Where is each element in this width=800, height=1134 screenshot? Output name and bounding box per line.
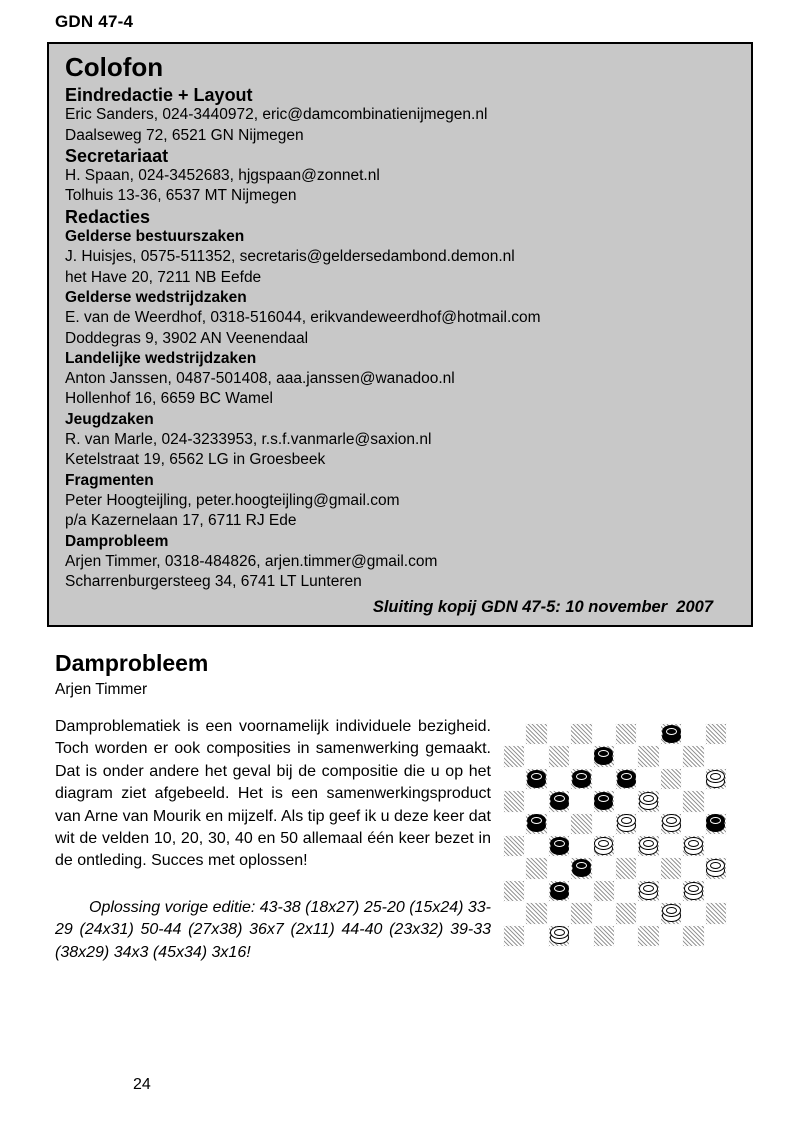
board-square (682, 902, 704, 924)
white-man-piece (706, 859, 725, 878)
board-square (660, 880, 682, 902)
article-body-paragraph: Damproblematiek is een voornamelijk individuele bezigheid. Toch worden er ook composities in samenwerking gemaakt. Dat is onder andere het geval bij de compositie die u op het diagram ziet afgebeeld. Het is een samenwerkingsproduct van Arne van Mourik en mijzelf. Als tip geef ik u deze keer dat wit de velden 10, 20, 30, 40 en 50 allemaal één keer bezet in de ontleding. Succes met oplossen! (55, 718, 491, 870)
board-square (682, 723, 704, 745)
board-square (525, 902, 547, 924)
colofon-line: het Have 20, 7211 NB Eefde (65, 268, 262, 286)
board-square (548, 745, 570, 767)
colofon-section-heading: Landelijke wedstrijdzaken (65, 349, 257, 367)
board-square (503, 723, 525, 745)
board-square (548, 902, 570, 924)
colofon-line: E. van de Weerdhof, 0318-516044, erikvandeweerdhof@hotmail.com (65, 309, 541, 327)
board-square (525, 745, 547, 767)
board-square (705, 880, 727, 902)
board-square (637, 857, 659, 879)
board-square (615, 925, 637, 947)
board-square (503, 835, 525, 857)
board-square (548, 813, 570, 835)
board-square (682, 745, 704, 767)
board-square (615, 835, 637, 857)
colofon-section-heading: Fragmenten (65, 471, 154, 489)
board-square (593, 880, 615, 902)
page-number: 24 (133, 1076, 151, 1093)
board-square (637, 902, 659, 924)
white-man-piece (639, 792, 658, 811)
article-author: Arjen Timmer (55, 681, 148, 698)
board-square (705, 745, 727, 767)
black-man-piece (527, 814, 546, 833)
board-square (615, 880, 637, 902)
colofon-line: Daalseweg 72, 6521 GN Nijmegen (65, 126, 304, 144)
board-square (637, 813, 659, 835)
board-square (615, 857, 637, 879)
colofon-line: J. Huisjes, 0575-511352, secretaris@geldersedambond.demon.nl (65, 248, 515, 266)
board-square (705, 925, 727, 947)
board-square (682, 925, 704, 947)
colofon-line: Anton Janssen, 0487-501408, aaa.janssen@wanadoo.nl (65, 370, 455, 388)
colofon-line: p/a Kazernelaan 17, 6711 RJ Ede (65, 512, 297, 530)
draughts-board (503, 723, 727, 947)
board-square (525, 880, 547, 902)
board-square (503, 880, 525, 902)
board-square (525, 925, 547, 947)
board-square (503, 925, 525, 947)
board-square (660, 790, 682, 812)
board-square (503, 790, 525, 812)
board-square (503, 902, 525, 924)
board-square (570, 790, 592, 812)
board-square (615, 902, 637, 924)
black-man-piece (594, 792, 613, 811)
colofon-line: Hollenhof 16, 6659 BC Wamel (65, 390, 273, 408)
board-square (705, 723, 727, 745)
colofon-line: Arjen Timmer, 0318-484826, arjen.timmer@gmail.com (65, 552, 438, 570)
white-man-piece (639, 882, 658, 901)
colofon-line: Peter Hoogteijling, peter.hoogteijling@gmail.com (65, 491, 400, 509)
board-square (593, 925, 615, 947)
board-square (593, 723, 615, 745)
colofon-section-heading: Secretariaat (65, 145, 169, 166)
colofon-entries (65, 85, 735, 592)
board-square (593, 902, 615, 924)
colofon-section-heading: Jeugdzaken (65, 410, 154, 428)
board-square (637, 745, 659, 767)
board-square (570, 902, 592, 924)
black-man-piece (550, 882, 569, 901)
board-square (570, 880, 592, 902)
colofon-line: Ketelstraat 19, 6562 LG in Groesbeek (65, 451, 326, 469)
board-square (593, 768, 615, 790)
colofon-line: Doddegras 9, 3902 AN Veenendaal (65, 329, 309, 347)
board-square (525, 790, 547, 812)
colofon-line: Tolhuis 13-36, 6537 MT Nijmegen (65, 187, 297, 205)
board-square (660, 835, 682, 857)
black-man-piece (706, 814, 725, 833)
white-man-piece (662, 904, 681, 923)
board-square (615, 723, 637, 745)
board-square (548, 768, 570, 790)
colofon-line: H. Spaan, 024-3452683, hjgspaan@zonnet.nl (65, 167, 380, 185)
white-man-piece (662, 814, 681, 833)
black-man-piece (527, 770, 546, 789)
white-man-piece (550, 926, 569, 945)
black-man-piece (550, 792, 569, 811)
board-square (705, 835, 727, 857)
board-square (682, 790, 704, 812)
board-square (705, 902, 727, 924)
board-square (682, 813, 704, 835)
article-title: Damprobleem (55, 650, 209, 676)
black-man-piece (662, 725, 681, 744)
board-square (570, 723, 592, 745)
colofon-line: Scharrenburgersteeg 34, 6741 LT Lunteren (65, 573, 362, 591)
colofon-title: Colofon (65, 52, 164, 82)
board-square (548, 723, 570, 745)
white-man-piece (684, 882, 703, 901)
board-square (615, 790, 637, 812)
black-man-piece (572, 770, 591, 789)
board-square (525, 835, 547, 857)
board-square (660, 745, 682, 767)
black-man-piece (550, 837, 569, 856)
board-square (570, 745, 592, 767)
board-square (705, 790, 727, 812)
board-square (615, 745, 637, 767)
black-man-piece (572, 859, 591, 878)
board-square (660, 857, 682, 879)
board-square (503, 745, 525, 767)
colofon-section-heading: Gelderse bestuurszaken (65, 228, 245, 246)
colofon-line: Eric Sanders, 024-3440972, eric@damcombinatienijmegen.nl (65, 106, 488, 124)
board-square (682, 768, 704, 790)
board-square (682, 857, 704, 879)
colofon-section-heading: Redacties (65, 206, 151, 227)
white-man-piece (706, 770, 725, 789)
board-square (503, 768, 525, 790)
board-square (637, 723, 659, 745)
board-square (637, 768, 659, 790)
white-man-piece (639, 837, 658, 856)
white-man-piece (594, 837, 613, 856)
board-square (525, 723, 547, 745)
board-square (660, 768, 682, 790)
colofon-section-heading: Damprobleem (65, 532, 169, 550)
white-man-piece (617, 814, 636, 833)
board-square (503, 857, 525, 879)
copy-deadline-note: Sluiting kopij GDN 47-5: 10 november 2007 (372, 598, 713, 616)
colofon-section-heading: Eindredactie + Layout (65, 85, 253, 105)
board-square (660, 925, 682, 947)
board-square (570, 925, 592, 947)
white-man-piece (684, 837, 703, 856)
colofon-line: R. van Marle, 024-3233953, r.s.f.vanmarle@saxion.nl (65, 431, 432, 449)
board-square (593, 857, 615, 879)
colofon-box (47, 42, 753, 627)
board-square (637, 925, 659, 947)
board-square (570, 813, 592, 835)
page-header-issue-label: GDN 47-4 (55, 12, 134, 31)
colofon-section-heading: Gelderse wedstrijdzaken (65, 288, 247, 306)
previous-solution-paragraph: Oplossing vorige editie: 43-38 (18x27) 25-20 (15x24) 33-29 (24x31) 50-44 (27x38) 36x7 (2x11) 44-40 (23x32) 39-33 (38x29) 34x3 (45x34) 3x16! (55, 899, 492, 961)
board-square (570, 835, 592, 857)
board-square (593, 813, 615, 835)
board-square (548, 857, 570, 879)
board-square (503, 813, 525, 835)
black-man-piece (617, 770, 636, 789)
black-man-piece (594, 747, 613, 766)
board-square (525, 857, 547, 879)
